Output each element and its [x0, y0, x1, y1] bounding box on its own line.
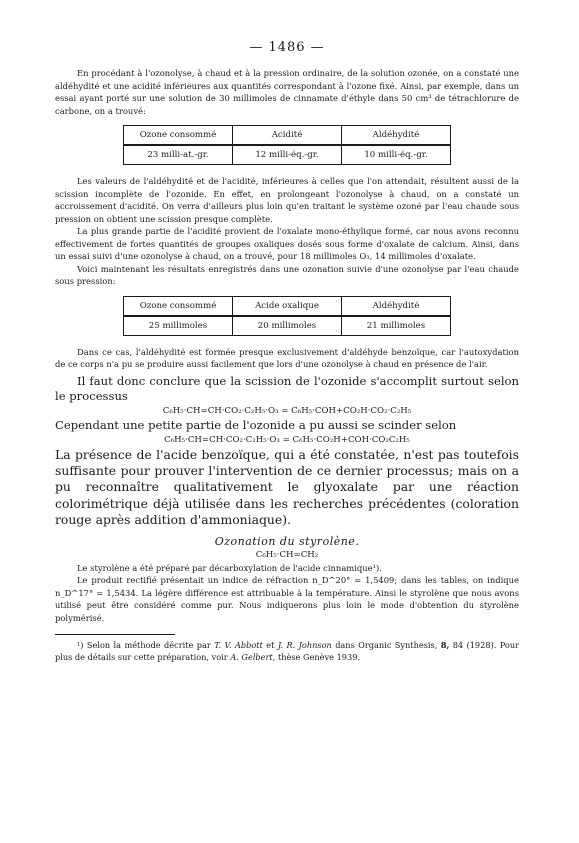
footnote-author: A. Gelbert,: [230, 652, 276, 663]
footnote-text: thèse Genève 1939.: [277, 652, 361, 663]
footnote-rule: [55, 634, 175, 635]
formula-2: C₆H₅·CH=CH·CO₂·C₂H₅·O₃ = C₆H₅·CO₂H+COH·CO₂C₂H₅: [164, 434, 410, 445]
paragraph-2: Les valeurs de l'aldéhydité et de l'acidité, inférieures à celles que l'on attendait, résultent aussi de la scission incomplète de l'ozonide. En effet, en prolongeant l'ozonolyse à chaud, on a constaté un accroissement d'acidité. On verra d'ailleurs plus loin qu'en traitant le système ozoné par l'eau chaude sous pression on obtient une scission presque complète.: [55, 176, 519, 224]
footnote-author: J. R. Johnson: [277, 640, 332, 651]
paragraph-5: Dans ce cas, l'aldéhydité est formée presque exclusivement d'aldéhyde benzoïque, car l'autoxydation de ce corps n'a pu se produire aussi facilement que lors d'une ozonolyse à chaud en présence de l'air.: [55, 346, 519, 369]
table-cell: 25 millimoles: [124, 316, 233, 336]
paragraph-4: Voici maintenant les résultats enregistrés dans une ozonation suivie d'une ozonolyse par l'eau chaude sous pression:: [55, 263, 519, 286]
paragraph-3: La plus grande partie de l'acidité provient de l'oxalate mono-éthylique formé, car nous avons reconnu effectivement de fortes quantités de groupes oxaliques dosés sous forme d'oxalate de calcium. Ainsi, dans un essai suivi d'une ozonolyse à chaud, on a trouvé, pour 18 millimoles O₃, 14 millimoles d'oxalate.: [55, 226, 519, 261]
table-row: [124, 145, 451, 165]
table-header-cell: Ozone consommé: [124, 296, 233, 316]
footnote-author: T. V. Abbott: [214, 640, 263, 651]
table-row: [124, 316, 451, 336]
table-cell: 21 millimoles: [342, 316, 451, 336]
formula-1: C₆H₅·CH=CH·CO₂·C₂H₅·O₃ = C₆H₅·COH+CO₂H·CO₂·C₂H₅: [162, 405, 412, 416]
table-ozone-acidity: [123, 125, 451, 165]
paragraph-7: Cependant une petite partie de l'ozonide a pu aussi se scinder selon: [55, 417, 457, 432]
table-header-cell: Aldéhydité: [342, 126, 451, 146]
footnote-volume: 8,: [440, 640, 450, 651]
table-header-row: [124, 126, 451, 146]
footnote-text: Selon la méthode décrite par: [86, 640, 211, 651]
table-cell: 23 milli-at.-gr.: [124, 145, 233, 165]
paragraph-1: En procédant à l'ozonolyse, à chaud et à la pression ordinaire, de la solution ozonée, on a constaté une aldéhydité et une acidité inférieures aux quantités correspondant à l'ozone fixé. Ainsi, par exemple, dans un essai ayant porté sur une solution de 30 millimoles de cinnamate d'éthyle dans 50 cm³ de tétrachlorure de carbone, on a trouvé:: [55, 68, 519, 116]
table-header-row: [124, 296, 451, 316]
table-cell: 20 millimoles: [233, 316, 342, 336]
table-header-cell: Ozone consommé: [124, 126, 233, 146]
footnote: [55, 639, 519, 663]
footnote-mark: ¹): [77, 640, 84, 651]
paragraph-8: La présence de l'acide benzoïque, qui a été constatée, n'est pas toutefois suffisante pour prouver l'intervention de ce dernier processus; mais on a pu reconnaître qualitativement le glyoxalate par une réaction colorimétrique déjà utilisée dans les recherches précédentes (coloration rouge après addition d'ammoniaque).: [55, 446, 519, 528]
table-header-cell: Aldéhydité: [342, 296, 451, 316]
page-number: — 1486 —: [249, 40, 325, 55]
table-cell: 10 milli-éq.-gr.: [342, 145, 451, 165]
table-header-cell: Acidité: [233, 126, 342, 146]
table-header-cell: Acide oxalique: [233, 296, 342, 316]
table-cell: 12 milli-éq.-gr.: [233, 145, 342, 165]
page: [55, 40, 519, 663]
footnote-text: 84 (1928). Pour plus de détails sur cette préparation, voir: [55, 640, 520, 663]
paragraph-10: Le produit rectifié présentait un indice de réfraction n_D^20° = 1,5409; dans les tables, on indique n_D^17° = 1,5434. La légère différence est attribuable à la température. Ainsi le styrolène que nous avons utilisé peut être considéré comme pur. Nous indiquerons plus loin le mode d'obtention du styrolène polymérisé.: [55, 575, 519, 623]
paragraph-9: Le styrolène a été préparé par décarboxylation de l'acide cinnamique¹).: [77, 562, 382, 573]
footnote-text: dans Organic Synthesis,: [335, 640, 438, 651]
footnote-text: et: [266, 640, 275, 651]
formula-3: C₆H₅·CH=CH₂: [255, 549, 319, 560]
section-title: Ozonation du styrolène.: [214, 534, 360, 548]
paragraph-6: Il faut donc conclure que la scission de l'ozonide s'accomplit surtout selon le processus: [55, 373, 519, 403]
table-ozone-oxalic: [123, 296, 451, 336]
